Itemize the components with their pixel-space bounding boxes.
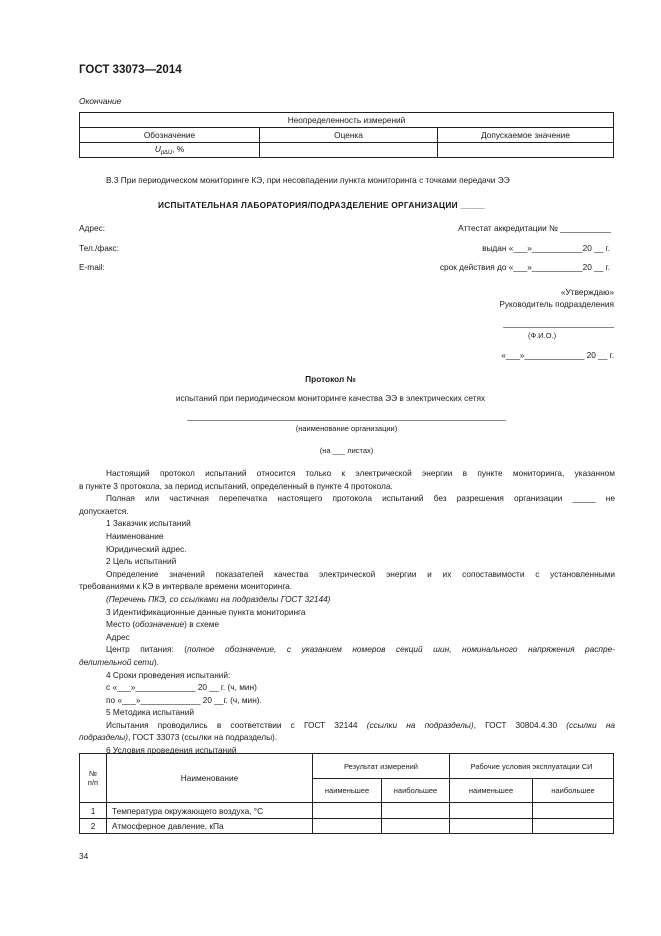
table-row	[80, 803, 614, 819]
section-6-heading: 6 Условия проведения испытаний	[106, 745, 237, 756]
body-line: делительной сети).	[79, 656, 159, 667]
continuation-label: Окончание	[79, 96, 122, 106]
row-cell	[313, 803, 382, 819]
result-max-header: наибольшее	[382, 779, 450, 803]
organization-heading: ИСПЫТАТЕЛЬНАЯ ЛАБОРАТОРИЯ/ПОДРАЗДЕЛЕНИЕ ОРГАНИЗАЦИИ _____	[158, 200, 486, 210]
approval-signature-line: ________________________	[503, 318, 614, 328]
body-line: допускается.	[79, 505, 129, 516]
protocol-title: Протокол №	[305, 374, 356, 384]
work-min-header: наименьшее	[450, 779, 533, 803]
result-header: Результат измерений	[313, 754, 450, 779]
body-line: в пункте 3 протокола, за период испытаний, определенный в пункте 4 протокола.	[79, 480, 393, 491]
email-label: E-mail:	[79, 262, 105, 272]
number-header-sub: п/п	[87, 778, 99, 787]
section-1-heading: 1 Заказчик испытаний	[106, 518, 191, 529]
approval-position: Руководитель подразделения	[499, 299, 614, 309]
row-cell	[533, 803, 614, 819]
body-line: Центр питания: (полное обозначение, с указанием номеров секций шин, номинального напряжения распре-	[106, 644, 615, 655]
accreditation-issued: выдан «___»___________20 __ г.	[482, 243, 610, 253]
uncertainty-estimate-cell	[260, 143, 438, 158]
name-header: Наименование	[107, 754, 313, 803]
column-header: Допускаемое значение	[438, 128, 614, 143]
section-5-heading: 5 Методика испытаний	[106, 707, 195, 718]
body-line: Место (обозначение) в схеме	[106, 619, 220, 630]
address-label: Адрес:	[79, 223, 106, 233]
body-line: Полная или частичная перепечатка настоящего протокола испытаний без разрешения организации _____ не	[106, 493, 615, 504]
body-line: Определение значений показателей качества электрической энергии и их сопоставимости с установленными	[106, 568, 615, 579]
page-number: 34	[79, 851, 89, 861]
row-name: Атмосферное давление, кПа	[107, 819, 313, 834]
approval-date: «___»_____________ 20 __ г.	[501, 350, 614, 360]
number-header: №	[88, 769, 98, 778]
uncertainty-symbol-unit: , %	[172, 144, 185, 154]
column-header: Обозначение	[80, 128, 260, 143]
uncertainty-table-title: Неопределенность измерений	[80, 113, 614, 128]
uncertainty-allowed-cell	[438, 143, 614, 158]
table-row	[80, 819, 614, 834]
uncertainty-symbol: U	[154, 144, 161, 154]
organization-name-caption: (наименование организации)	[295, 424, 398, 433]
section-b3-text: В.3 При периодическом мониторинге КЭ, при несовпадении пункта мониторинга с точками передачи ЭЭ	[106, 175, 510, 185]
body-line: Адрес	[106, 631, 130, 642]
body-line: Испытания проводились в соответствии с ГОСТ 32144 (ссылки на подразделы), ГОСТ 30804.4.30 (ссылки на	[106, 719, 615, 730]
row-number: 2	[80, 819, 107, 834]
row-cell	[533, 819, 614, 834]
uncertainty-symbol-subscript: p∆U	[160, 150, 173, 156]
body-line: подразделы), ГОСТ 33073 (ссылки на подразделы).	[79, 732, 278, 743]
body-line: Настоящий протокол испытаний относится только к электрической энергии в пункте мониторинга, указанном	[106, 468, 615, 478]
work-max-header: наибольшее	[533, 779, 614, 803]
section-4-heading: 4 Сроки проведения испытаний:	[106, 669, 231, 680]
row-cell	[382, 803, 450, 819]
result-min-header: наименьшее	[313, 779, 382, 803]
row-number: 1	[80, 803, 107, 819]
section-2-heading: 2 Цель испытаний	[106, 556, 177, 567]
body-line: с «___»_____________ 20 __ г. (ч, мин)	[106, 682, 257, 693]
approval-fio-caption: (Ф.И.О.)	[528, 331, 557, 340]
protocol-subtitle: испытаний при периодическом мониторинге качества ЭЭ в электрических сетях	[175, 393, 486, 403]
body-line: (Перечень ПКЭ, со ссылками на подразделы ГОСТ 32144)	[106, 593, 331, 604]
work-conditions-header: Рабочие условия эксплуатации СИ	[450, 754, 614, 779]
body-line: Наименование	[106, 530, 164, 541]
protocol-body	[79, 467, 615, 757]
organization-name-line: _____________________________________________________________________	[187, 411, 506, 421]
body-line: по «___»_____________ 20 __г. (ч, мин).	[106, 694, 262, 705]
row-cell	[382, 819, 450, 834]
uncertainty-symbol-cell	[80, 143, 260, 158]
phone-label: Тел./факс:	[79, 243, 120, 253]
accreditation-text: Аттестат аккредитации № ___________	[458, 223, 611, 233]
number-header-cell	[80, 754, 107, 803]
column-header: Оценка	[260, 128, 438, 143]
row-name: Температура окружающего воздуха, °С	[107, 803, 313, 819]
row-cell	[450, 819, 533, 834]
body-line: требованиями к КЭ в интервале времени мониторинга.	[79, 581, 293, 592]
sheets-count: (на ___ листах)	[319, 446, 374, 455]
row-cell	[313, 819, 382, 834]
accreditation-valid-until: срок действия до «___»___________20 __ г.	[439, 262, 610, 272]
document-header-title: ГОСТ 33073—2014	[79, 64, 182, 76]
section-3-heading: 3 Идентификационные данные пункта мониторинга	[106, 606, 306, 617]
uncertainty-table	[79, 112, 614, 158]
conditions-table	[79, 753, 614, 834]
row-cell	[450, 803, 533, 819]
approval-stamp-text: «Утверждаю»	[560, 287, 614, 297]
body-line: Юридический адрес.	[106, 543, 187, 554]
